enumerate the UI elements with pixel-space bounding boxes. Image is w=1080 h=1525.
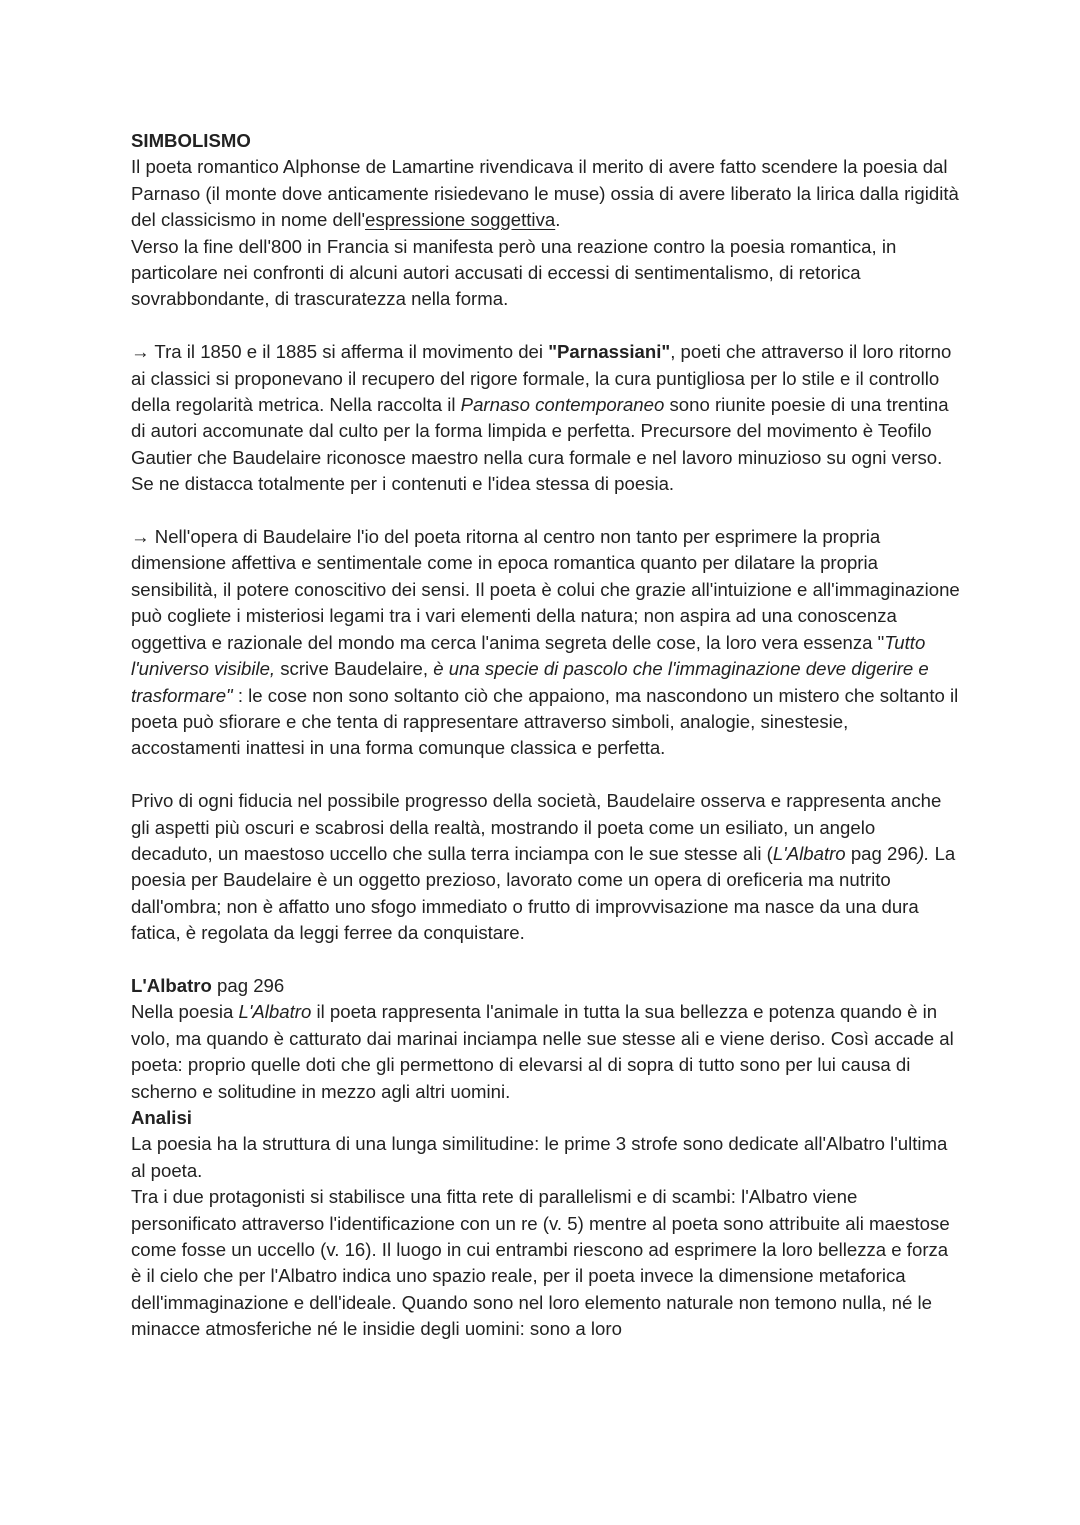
text-run: sono riunite poesie di una trentina di autori accomunate dal culto per la forma limpida e perfetta. Precursore del movimento è Teofilo Gautier che Baudelaire riconosce maestro nella cura formale e nel lavoro minuzioso su ogni verso. Se ne distacca totalmente per i contenuti e l'idea stessa di poesia. (131, 394, 949, 495)
text-run: Privo di ogni fiducia nel possibile progresso della società, Baudelaire osserva e rappresenta anche gli aspetti più oscuri e scabrosi della realtà, mostrando il poeta come un esiliato, un angelo decaduto, un maestoso uccello che sulla terra inciampa con le sue stesse ali ( (131, 790, 942, 864)
document-page (131, 128, 961, 1343)
paragraph-spacer (131, 498, 961, 524)
italic-title-albatro: L'Albatro (772, 842, 846, 864)
section-title-albatro (131, 973, 961, 999)
section-title-bold: L'Albatro (131, 974, 212, 996)
paragraph-albatro-intro (131, 999, 961, 1105)
paragraph-privo-fiducia (131, 788, 961, 946)
text-run: . (555, 209, 561, 231)
paragraph-spacer (131, 313, 961, 339)
text-run: scrive Baudelaire, (275, 658, 434, 680)
italic-title-albatro: L'Albatro (238, 1001, 312, 1023)
section-title-simbolismo: SIMBOLISMO (131, 130, 251, 151)
paragraph-reazione: Verso la fine dell'800 in Francia si manifesta però una reazione contro la poesia romantica, in particolare nei confronti di alcuni autori accusati di eccessi di sentimentalismo, di retorica sovrabbondante, di trascuratezza nella forma. (131, 235, 897, 310)
text-run: Il poeta romantico Alphonse de Lamartine rivendicava il merito di avere fatto scendere la poesia dal Parnaso (il monte dove anticamente risiedevano le muse) ossia di avere liberato la lirica dalla rigidità del classicismo in nome dell' (131, 156, 959, 231)
text-run: Nella poesia (131, 1001, 239, 1023)
text-run: : le cose non sono soltanto ciò che appaiono, ma nascondono un mistero che soltanto il poeta può sfiorare e che tenta di rappresentare attraverso simboli, analogie, sinestesie, accostamenti inattesi in una forma comunque classica e perfetta. (131, 684, 959, 759)
paragraph-spacer (131, 762, 961, 788)
text-run: il poeta rappresenta l'animale in tutta la sua bellezza e potenza quando è in volo, ma quando è catturato dai marinai inciampa nelle sue stesse ali e viene deriso. Così accade al poeta: proprio quelle doti che gli permettono di elevarsi al di sopra di tutto sono per lui causa di scherno e solitudine in mezzo agli altri uomini. (131, 1001, 954, 1102)
text-run: pag 296 (845, 842, 919, 864)
text-run: La poesia per Baudelaire è un oggetto prezioso, lavorato come un opera di oreficeria ma nutrito dall'ombra; non è affatto uno sfogo immediato o frutto di improvvisazione ma nasce da una dura fatica, è regolata da leggi ferree da conquistare. (131, 842, 956, 944)
subheading-analisi: Analisi (131, 1106, 192, 1128)
paragraph-parallelismi: Tra i due protagonisti si stabilisce una fitta rete di parallelismi e di scambi: l'Albatro viene personificato attraverso l'identificazione con un re (v. 5) mentre al poeta sono attribuite ali maestose come fosse un uccello (v. 16). Il luogo in cui entrambi riescono ad esprimere la loro bellezza e forza è il cielo che per l'Albatro indica uno spazio reale, per il poeta invece la dimensione metaforica dell'immaginazione e dell'ideale. Quando sono nel loro elemento naturale non temono nulla, né le minacce atmosferiche né le insidie degli uomini: sono a loro (131, 1186, 950, 1340)
text-run: , poeti che attraverso il loro ritorno ai classici si proponevano il recupero del rigore formale, la cura puntigliosa per lo stile e il controllo della regolarità metrica. Nella raccolta il (131, 341, 952, 416)
italic-punct: ). (918, 842, 930, 864)
bold-term-parnassiani: "Parnassiani" (548, 341, 671, 363)
italic-quote: è una specie di pascolo che l'immaginazione deve digerire e trasformare" (131, 658, 929, 706)
paragraph-struttura: La poesia ha la struttura di una lunga similitudine: le prime 3 strofe sono dedicate all'Albatro l'ultima al poeta. (131, 1133, 948, 1181)
paragraph-parnassiani (131, 339, 961, 497)
italic-quote: Tutto l'universo visibile, (131, 631, 926, 680)
text-run: → Nell'opera di Baudelaire l'io del poeta ritorna al centro non tanto per esprimere la propria dimensione affettiva e sentimentale come in epoca romantica quanto per dilatare la propria sensibilità, il potere conoscitivo dei sensi. Il poeta è colui che grazie all'intuizione e all'immaginazione può cogliete i misteriosi legami tra i vari elementi della natura; non aspira ad una conoscenza oggettiva e razionale del mondo ma cerca l'anima segreta delle cose, la loro vera essenza " (131, 526, 960, 653)
underlined-phrase: espressione soggettiva (365, 209, 556, 231)
paragraph-baudelaire-io (131, 524, 961, 762)
text-run: → Tra il 1850 e il 1885 si afferma il movimento dei (131, 341, 549, 363)
section-title-rest: pag 296 (211, 974, 285, 996)
paragraph-spacer (131, 947, 961, 973)
italic-title-parnaso: Parnaso contemporaneo (460, 394, 665, 416)
paragraph-lamartine (131, 154, 961, 233)
